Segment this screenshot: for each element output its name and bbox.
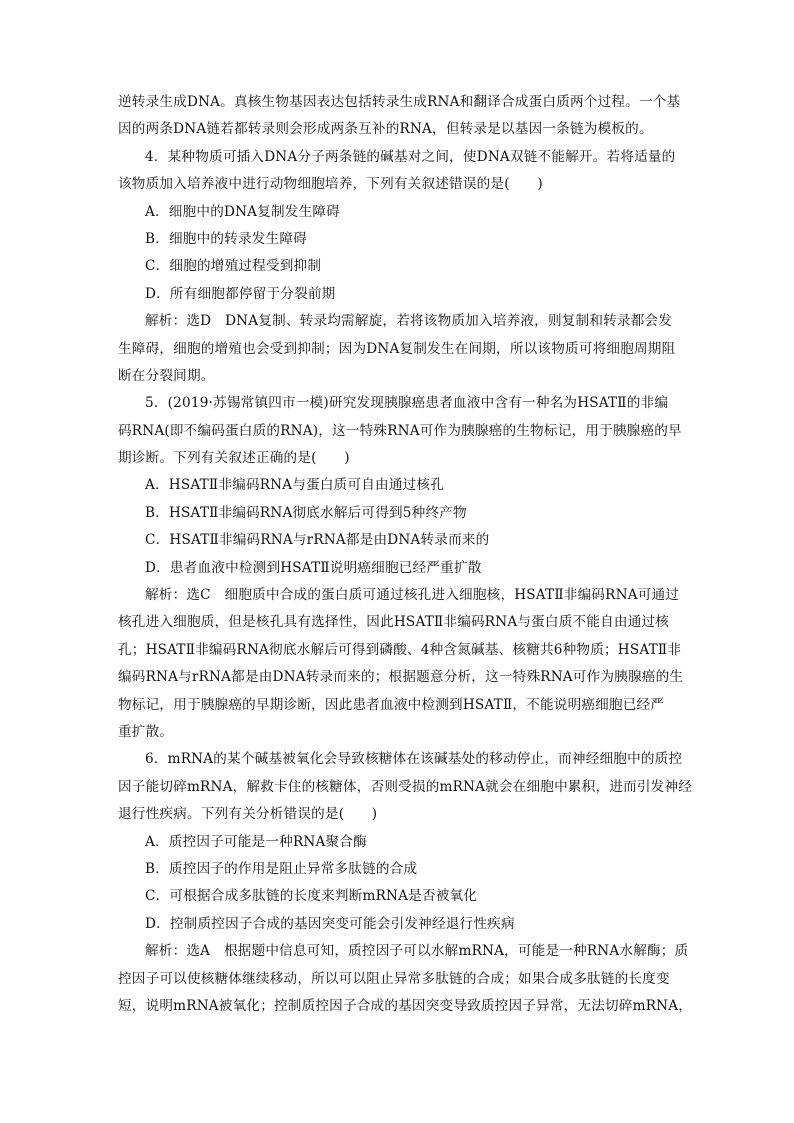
question-6-option-a: A．质控因子可能是一种RNA聚合酶 — [145, 833, 367, 850]
question-6-explanation: 控因子可以使核糖体继续移动，所以可以阻止异常多肽链的合成；如果合成多肽链的长度变 — [118, 970, 670, 987]
question-6-option-b: B．质控因子的作用是阻止异常多肽链的合成 — [145, 860, 418, 877]
question-5-option-c: C．HSATⅡ非编码RNA与rRNA都是由DNA转录而来的 — [145, 532, 490, 549]
question-5-option-b: B．HSATⅡ非编码RNA彻底水解后可得到5种终产物 — [145, 504, 467, 521]
question-5-explanation: 解析：选C 细胞质中合成的蛋白质可通过核孔进入细胞核，HSATⅡ非编码RNA可通过 — [145, 587, 680, 604]
question-5-explanation: 编码RNA与rRNA都是由DNA转录而来的；根据题意分析，这一特殊RNA可作为胰腺癌的生 — [118, 669, 684, 686]
text-line: 因的两条DNA链若都转录则会形成两条互补的RNA，但转录是以基因一条链为模板的。 — [118, 121, 653, 138]
question-4-option-d: D．所有细胞都停留于分裂前期 — [145, 285, 336, 302]
question-6-explanation: 短，说明mRNA被氧化；控制质控因子合成的基因突变导致质控因子异常，无法切碎mRNA， — [118, 997, 693, 1014]
question-5-option-d: D．患者血液中检测到HSATⅡ说明癌细胞已经严重扩散 — [145, 559, 482, 576]
question-6-explanation: 解析：选A 根据题中信息可知，质控因子可以水解mRNA，可能是一种RNA水解酶；质 — [145, 943, 689, 960]
question-6-stem: 退行性疾病。下列有关分析错误的是( ) — [118, 806, 378, 823]
question-5-explanation: 孔；HSATⅡ非编码RNA彻底水解后可得到磷酸、4种含氮碱基、核糖共6种物质；HSATⅡ非 — [118, 641, 682, 658]
question-6-stem: 因子能切碎mRNA，解救卡住的核糖体，否则受损的mRNA就会在细胞中累积，进而引发神经 — [118, 778, 693, 795]
question-4-option-b: B．细胞中的转录发生障碍 — [145, 230, 307, 247]
question-5-explanation: 物标记，用于胰腺癌的早期诊断，因此患者血液中检测到HSATⅡ，不能说明癌细胞已经严 — [118, 696, 665, 713]
question-6-option-d: D．控制质控因子合成的基因突变可能会引发神经退行性疾病 — [145, 915, 515, 932]
question-5-option-a: A．HSATⅡ非编码RNA与蛋白质可自由通过核孔 — [145, 477, 445, 494]
question-5-stem: 码RNA(即不编码蛋白质的RNA)，这一特殊RNA可作为胰腺癌的生物标记，用于胰腺癌的早 — [118, 422, 682, 439]
question-4-explanation: 解析：选D DNA复制、转录均需解旋，若将该物质加入培养液，则复制和转录都会发 — [145, 313, 673, 330]
document-body — [118, 89, 693, 1020]
text-line: 逆转录生成DNA。真核生物基因表达包括转录生成RNA和翻译合成蛋白质两个过程。一个基 — [118, 94, 681, 110]
question-5-stem: 5．(2019·苏锡常镇四市一模)研究发现胰腺癌患者血液中含有一种名为HSATⅡ的非编 — [145, 395, 669, 412]
question-5-explanation: 核孔进入细胞质，但是核孔具有选择性，因此HSATⅡ非编码RNA与蛋白质不能自由通过核 — [118, 614, 670, 631]
question-6-stem: 6．mRNA的某个碱基被氧化会导致核糖体在该碱基处的移动停止，而神经细胞中的质控 — [145, 751, 683, 768]
question-4-stem: 该物质加入培养液中进行动物细胞培养，下列有关叙述错误的是( ) — [118, 176, 543, 193]
question-4-option-c: C．细胞的增殖过程受到抑制 — [145, 258, 322, 275]
question-4-option-a: A．细胞中的DNA复制发生障碍 — [145, 203, 340, 220]
question-5-stem: 期诊断。下列有关叙述正确的是( ) — [118, 450, 350, 467]
question-4-explanation: 断在分裂间期。 — [118, 367, 215, 384]
question-6-option-c: C．可根据合成多肽链的长度来判断mRNA是否被氧化 — [145, 888, 478, 905]
question-4-stem: 4．某种物质可插入DNA分子两条链的碱基对之间，使DNA双链不能解开。若将适量的 — [145, 148, 676, 165]
question-5-explanation: 重扩散。 — [118, 723, 174, 740]
question-4-explanation: 生障碍，细胞的增殖也会受到抑制；因为DNA复制发生在间期，所以该物质可将细胞周期阻 — [118, 340, 676, 357]
